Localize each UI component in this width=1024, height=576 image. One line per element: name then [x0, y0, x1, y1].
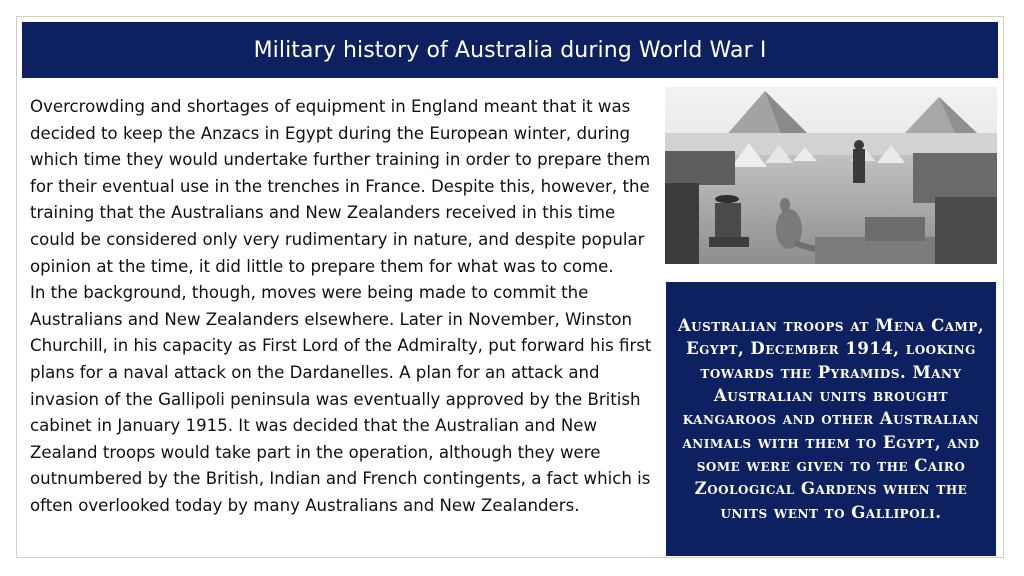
- title-bar: [22, 22, 998, 78]
- body-paragraph-2: In the background, though, moves were being made to commit the Australians and New Zealanders elsewhere. Later in November, Winston Churchill, in his capacity as First Lord of the Admiralty, put forward his first plans for a naval attack on the Dardanelles. A plan for an attack and invasion of the Gallipoli peninsula was eventually approved by the British cabinet in January 1915. It was decided that the Australian and New Zealand troops would take part in the operation, although they were outnumbered by the British, Indian and French contingents, a fact which is often overlooked today by many Australians and New Zealanders.: [30, 283, 652, 515]
- photo-caption: Australian troops at Mena Camp, Egypt, December 1914, looking towards the Pyramids. Many Australian units brought kangaroos and other Australian animals with them to Egypt, and some were given to the Cairo Zoological Gardens when the units went to Gallipoli.: [677, 316, 985, 522]
- photo-caption-box: [666, 282, 996, 556]
- mena-camp-photo: [665, 87, 997, 264]
- body-paragraph-1: Overcrowding and shortages of equipment in England meant that it was decided to keep the Anzacs in Egypt during the European winter, during which time they would undertake further training in order to prepare them for their eventual use in the trenches in France. Despite this, however, the training that the Australians and New Zealanders received in this time could be considered only very rudimentary in nature, and despite popular opinion at the time, it did little to prepare them for what was to come.: [30, 97, 651, 276]
- slide-title: Military history of Australia during World War I: [253, 37, 767, 63]
- body-text: [30, 94, 662, 520]
- slide: [16, 16, 1004, 558]
